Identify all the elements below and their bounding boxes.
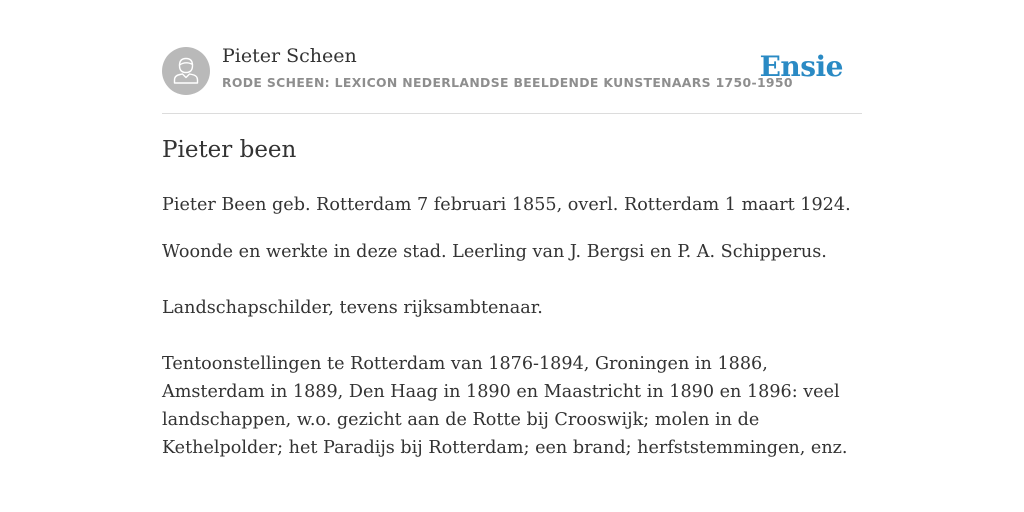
author-name[interactable]: Pieter Scheen: [222, 45, 357, 67]
paragraph-training: Woonde en werkte in deze stad. Leerling van J. Bergsi en P. A. Schipperus.: [162, 242, 827, 262]
article-title: Pieter been: [162, 137, 297, 163]
article-body: [162, 191, 862, 462]
user-icon: [162, 47, 210, 95]
ensie-logo[interactable]: Ensie: [759, 50, 843, 83]
article-header: [162, 0, 862, 114]
paragraph-birth-death: Pieter Been geb. Rotterdam 7 februari 1855, overl. Rotterdam 1 maart 1924.: [162, 195, 851, 215]
author-avatar[interactable]: [162, 47, 210, 95]
source-lexicon[interactable]: RODE SCHEEN: LEXICON NEDERLANDSE BEELDENDE KUNSTENAARS 1750-1950: [222, 75, 793, 90]
paragraph-exhibitions: Tentoonstellingen te Rotterdam van 1876-1894, Groningen in 1886, Amsterdam in 1889, Den Haag in 1890 en Maastricht in 1890 en 1896: veel landschappen, w.o. gezicht aan de Rotte bij Crooswijk; molen in de Kethelpolder; het Paradijs bij Rotterdam; een brand; herfststemmingen, enz.: [162, 354, 848, 458]
paragraph-occupation: Landschapschilder, tevens rijksambtenaar.: [162, 298, 543, 318]
article-card: [162, 0, 862, 458]
